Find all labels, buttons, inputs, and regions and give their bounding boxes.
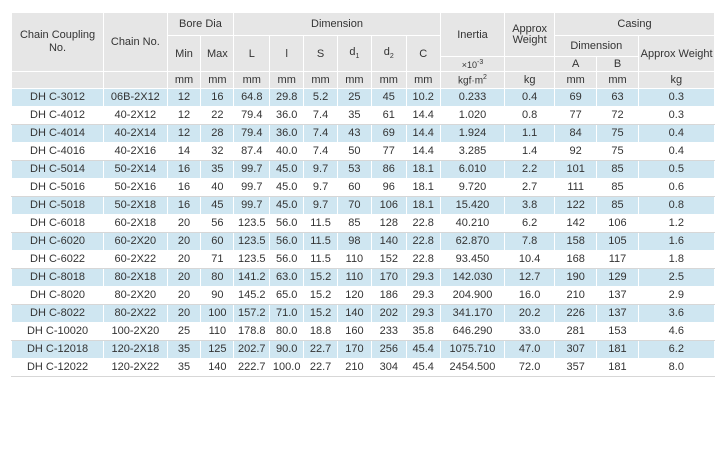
unit-A: mm (555, 72, 597, 89)
cell-dim-L: 64.8 (234, 89, 270, 107)
cell-casing-B: 106 (597, 215, 638, 233)
cell-casing-B: 129 (597, 269, 638, 287)
cell-dim-L: 178.8 (234, 323, 270, 341)
cell-chain-no: 120-2X18 (104, 341, 168, 359)
cell-dim-S: 18.8 (304, 323, 338, 341)
unit-blank-1 (12, 72, 104, 89)
cell-approx-weight: 10.4 (505, 251, 555, 269)
cell-chain-no: 100-2X20 (104, 323, 168, 341)
cell-chain-coupling-no: DH C-5018 (12, 197, 104, 215)
cell-bore-min: 12 (167, 107, 201, 125)
table-row (12, 107, 715, 125)
cell-inertia: 62.870 (440, 233, 505, 251)
header-weight-blank (505, 57, 555, 72)
cell-bore-min: 16 (167, 161, 201, 179)
cell-casing-weight: 2.5 (638, 269, 714, 287)
cell-chain-no: 80-2X22 (104, 305, 168, 323)
cell-inertia: 1.020 (440, 107, 505, 125)
cell-dim-l: 45.0 (270, 161, 304, 179)
cell-casing-weight: 6.2 (638, 341, 714, 359)
cell-chain-no: 40-2X16 (104, 143, 168, 161)
table-row (12, 269, 715, 287)
cell-bore-max: 40 (201, 179, 234, 197)
cell-dim-d1: 60 (337, 179, 371, 197)
cell-dim-d1: 170 (337, 341, 371, 359)
unit-inertia: $kgf\cdot m^2$ (440, 72, 505, 89)
cell-approx-weight: 47.0 (505, 341, 555, 359)
cell-bore-max: 32 (201, 143, 234, 161)
cell-dim-d1: 140 (337, 305, 371, 323)
cell-dim-l: 56.0 (270, 251, 304, 269)
cell-chain-coupling-no: DH C-6018 (12, 215, 104, 233)
cell-casing-B: 85 (597, 161, 638, 179)
table-row (12, 323, 715, 341)
cell-dim-d1: 98 (337, 233, 371, 251)
table-row (12, 179, 715, 197)
header-approx-weight: Approx Weight (505, 13, 555, 57)
header-casing-approx-weight: Approx Weight (638, 36, 714, 72)
header-casing-dimension: Dimension (555, 36, 639, 57)
cell-dim-d2: 45 (371, 89, 406, 107)
header-d1: $d_1$ (337, 36, 371, 72)
cell-chain-coupling-no: DH C-8020 (12, 287, 104, 305)
cell-chain-coupling-no: DH C-5014 (12, 161, 104, 179)
cell-chain-no: 60-2X18 (104, 215, 168, 233)
cell-bore-min: 12 (167, 89, 201, 107)
cell-inertia: 40.210 (440, 215, 505, 233)
cell-dim-S: 9.7 (304, 197, 338, 215)
header-chain-coupling-no: Chain Coupling No. (12, 13, 104, 72)
cell-casing-weight: 4.6 (638, 323, 714, 341)
header-chain-no: Chain No. (104, 13, 168, 72)
cell-dim-L: 99.7 (234, 161, 270, 179)
cell-approx-weight: 1.1 (505, 125, 555, 143)
cell-casing-B: 75 (597, 125, 638, 143)
cell-dim-d1: 110 (337, 251, 371, 269)
cell-casing-weight: 3.6 (638, 305, 714, 323)
cell-casing-A: 77 (555, 107, 597, 125)
table-row (12, 305, 715, 323)
cell-bore-max: 22 (201, 107, 234, 125)
cell-casing-B: 63 (597, 89, 638, 107)
cell-dim-L: 123.5 (234, 215, 270, 233)
table-row (12, 215, 715, 233)
cell-approx-weight: 20.2 (505, 305, 555, 323)
cell-dim-l: 45.0 (270, 179, 304, 197)
cell-bore-min: 35 (167, 359, 201, 377)
cell-casing-B: 181 (597, 359, 638, 377)
unit-S: mm (304, 72, 338, 89)
cell-casing-A: 226 (555, 305, 597, 323)
unit-d2: mm (371, 72, 406, 89)
cell-dim-d1: 50 (337, 143, 371, 161)
cell-dim-d2: 69 (371, 125, 406, 143)
cell-inertia: 142.030 (440, 269, 505, 287)
table-row (12, 359, 715, 377)
cell-chain-no: 40-2X12 (104, 107, 168, 125)
cell-dim-S: 5.2 (304, 89, 338, 107)
cell-casing-A: 158 (555, 233, 597, 251)
unit-blank-2 (104, 72, 168, 89)
cell-dim-d2: 233 (371, 323, 406, 341)
cell-dim-S: 15.2 (304, 287, 338, 305)
cell-dim-S: 15.2 (304, 305, 338, 323)
cell-bore-max: 56 (201, 215, 234, 233)
cell-dim-d2: 256 (371, 341, 406, 359)
cell-bore-min: 16 (167, 197, 201, 215)
table-row (12, 341, 715, 359)
cell-approx-weight: 2.2 (505, 161, 555, 179)
cell-inertia: 3.285 (440, 143, 505, 161)
cell-casing-weight: 0.8 (638, 197, 714, 215)
header-B: B (597, 57, 638, 72)
cell-inertia: 341.170 (440, 305, 505, 323)
cell-dim-C: 45.4 (406, 341, 440, 359)
cell-approx-weight: 0.4 (505, 89, 555, 107)
cell-dim-C: 18.1 (406, 197, 440, 215)
header-casing: Casing (555, 13, 715, 36)
cell-approx-weight: 33.0 (505, 323, 555, 341)
unit-weight: kg (505, 72, 555, 89)
cell-dim-d2: 128 (371, 215, 406, 233)
cell-bore-min: 25 (167, 323, 201, 341)
header-min: Min (167, 36, 201, 72)
cell-dim-l: 36.0 (270, 125, 304, 143)
cell-dim-S: 15.2 (304, 269, 338, 287)
cell-dim-C: 18.1 (406, 161, 440, 179)
header-l: l (270, 36, 304, 72)
cell-dim-l: 40.0 (270, 143, 304, 161)
cell-casing-A: 281 (555, 323, 597, 341)
cell-chain-no: 06B-2X12 (104, 89, 168, 107)
cell-chain-coupling-no: DH C-8018 (12, 269, 104, 287)
cell-inertia: 15.420 (440, 197, 505, 215)
cell-casing-A: 307 (555, 341, 597, 359)
header-bore-dia: Bore Dia (167, 13, 234, 36)
unit-B: mm (597, 72, 638, 89)
spec-table-body (12, 89, 715, 377)
cell-chain-coupling-no: DH C-12022 (12, 359, 104, 377)
cell-dim-d1: 70 (337, 197, 371, 215)
cell-dim-L: 202.7 (234, 341, 270, 359)
cell-inertia: 1.924 (440, 125, 505, 143)
cell-casing-A: 357 (555, 359, 597, 377)
cell-dim-S: 7.4 (304, 143, 338, 161)
cell-bore-max: 71 (201, 251, 234, 269)
cell-approx-weight: 72.0 (505, 359, 555, 377)
cell-dim-l: 65.0 (270, 287, 304, 305)
cell-dim-C: 22.8 (406, 251, 440, 269)
cell-bore-min: 14 (167, 143, 201, 161)
cell-casing-A: 190 (555, 269, 597, 287)
cell-chain-no: 50-2X16 (104, 179, 168, 197)
header-inertia-factor: $\times 10^{-3}$ (440, 57, 505, 72)
cell-chain-coupling-no: DH C-6020 (12, 233, 104, 251)
cell-casing-B: 153 (597, 323, 638, 341)
cell-dim-d2: 106 (371, 197, 406, 215)
cell-inertia: 2454.500 (440, 359, 505, 377)
cell-bore-max: 100 (201, 305, 234, 323)
cell-dim-C: 45.4 (406, 359, 440, 377)
cell-dim-L: 157.2 (234, 305, 270, 323)
cell-dim-L: 99.7 (234, 179, 270, 197)
cell-chain-coupling-no: DH C-12018 (12, 341, 104, 359)
cell-dim-C: 18.1 (406, 179, 440, 197)
cell-bore-max: 125 (201, 341, 234, 359)
cell-dim-d2: 96 (371, 179, 406, 197)
cell-dim-l: 29.8 (270, 89, 304, 107)
cell-dim-d2: 61 (371, 107, 406, 125)
cell-approx-weight: 2.7 (505, 179, 555, 197)
cell-dim-l: 71.0 (270, 305, 304, 323)
unit-l: mm (270, 72, 304, 89)
table-row (12, 233, 715, 251)
cell-dim-C: 10.2 (406, 89, 440, 107)
cell-dim-L: 145.2 (234, 287, 270, 305)
cell-casing-weight: 0.6 (638, 179, 714, 197)
cell-dim-d1: 53 (337, 161, 371, 179)
cell-casing-A: 111 (555, 179, 597, 197)
table-row (12, 251, 715, 269)
cell-chain-no: 40-2X14 (104, 125, 168, 143)
cell-dim-C: 14.4 (406, 143, 440, 161)
cell-dim-S: 7.4 (304, 125, 338, 143)
cell-inertia: 204.900 (440, 287, 505, 305)
cell-dim-d1: 120 (337, 287, 371, 305)
cell-dim-S: 9.7 (304, 179, 338, 197)
cell-approx-weight: 6.2 (505, 215, 555, 233)
cell-dim-C: 35.8 (406, 323, 440, 341)
chain-coupling-spec-table (11, 12, 715, 377)
cell-bore-max: 140 (201, 359, 234, 377)
cell-chain-coupling-no: DH C-6022 (12, 251, 104, 269)
cell-casing-weight: 1.2 (638, 215, 714, 233)
cell-approx-weight: 1.4 (505, 143, 555, 161)
cell-inertia: 646.290 (440, 323, 505, 341)
header-inertia: Inertia (440, 13, 505, 57)
header-d2: $d_2$ (371, 36, 406, 72)
cell-casing-weight: 0.4 (638, 143, 714, 161)
unit-max: mm (201, 72, 234, 89)
cell-dim-l: 63.0 (270, 269, 304, 287)
cell-dim-l: 56.0 (270, 215, 304, 233)
cell-dim-d1: 210 (337, 359, 371, 377)
cell-chain-coupling-no: DH C-5016 (12, 179, 104, 197)
cell-bore-min: 20 (167, 251, 201, 269)
cell-dim-d1: 25 (337, 89, 371, 107)
cell-dim-d2: 186 (371, 287, 406, 305)
unit-C: mm (406, 72, 440, 89)
cell-dim-L: 99.7 (234, 197, 270, 215)
cell-dim-L: 123.5 (234, 251, 270, 269)
cell-inertia: 93.450 (440, 251, 505, 269)
cell-dim-d2: 152 (371, 251, 406, 269)
cell-dim-d1: 35 (337, 107, 371, 125)
cell-dim-L: 123.5 (234, 233, 270, 251)
cell-dim-C: 22.8 (406, 215, 440, 233)
cell-dim-d2: 202 (371, 305, 406, 323)
cell-dim-C: 14.4 (406, 107, 440, 125)
cell-inertia: 9.720 (440, 179, 505, 197)
cell-dim-d1: 160 (337, 323, 371, 341)
cell-casing-weight: 0.5 (638, 161, 714, 179)
cell-chain-no: 80-2X18 (104, 269, 168, 287)
cell-chain-no: 60-2X20 (104, 233, 168, 251)
cell-casing-A: 210 (555, 287, 597, 305)
cell-casing-B: 85 (597, 197, 638, 215)
cell-chain-no: 50-2X18 (104, 197, 168, 215)
cell-chain-coupling-no: DH C-3012 (12, 89, 104, 107)
cell-casing-A: 168 (555, 251, 597, 269)
cell-dim-S: 11.5 (304, 215, 338, 233)
cell-casing-B: 85 (597, 179, 638, 197)
cell-bore-max: 60 (201, 233, 234, 251)
header-A: A (555, 57, 597, 72)
cell-bore-max: 35 (201, 161, 234, 179)
cell-dim-C: 29.3 (406, 287, 440, 305)
cell-casing-A: 84 (555, 125, 597, 143)
table-row (12, 161, 715, 179)
header-C: C (406, 36, 440, 72)
cell-dim-S: 22.7 (304, 341, 338, 359)
cell-inertia: 1075.710 (440, 341, 505, 359)
cell-bore-min: 35 (167, 341, 201, 359)
cell-casing-weight: 0.3 (638, 107, 714, 125)
cell-casing-B: 137 (597, 305, 638, 323)
cell-dim-d2: 140 (371, 233, 406, 251)
cell-chain-no: 50-2X14 (104, 161, 168, 179)
cell-casing-A: 101 (555, 161, 597, 179)
cell-bore-max: 28 (201, 125, 234, 143)
unit-casing-weight: kg (638, 72, 714, 89)
cell-dim-l: 100.0 (270, 359, 304, 377)
cell-dim-L: 87.4 (234, 143, 270, 161)
cell-casing-B: 105 (597, 233, 638, 251)
table-row (12, 143, 715, 161)
cell-chain-coupling-no: DH C-10020 (12, 323, 104, 341)
cell-bore-min: 20 (167, 269, 201, 287)
table-row (12, 197, 715, 215)
header-L: L (234, 36, 270, 72)
cell-approx-weight: 16.0 (505, 287, 555, 305)
cell-dim-C: 22.8 (406, 233, 440, 251)
cell-bore-max: 110 (201, 323, 234, 341)
cell-approx-weight: 0.8 (505, 107, 555, 125)
cell-dim-C: 29.3 (406, 305, 440, 323)
cell-dim-l: 45.0 (270, 197, 304, 215)
cell-casing-weight: 2.9 (638, 287, 714, 305)
cell-bore-min: 20 (167, 305, 201, 323)
cell-inertia: 6.010 (440, 161, 505, 179)
cell-approx-weight: 7.8 (505, 233, 555, 251)
cell-dim-C: 14.4 (406, 125, 440, 143)
cell-dim-L: 141.2 (234, 269, 270, 287)
cell-casing-weight: 8.0 (638, 359, 714, 377)
cell-bore-max: 90 (201, 287, 234, 305)
cell-bore-max: 80 (201, 269, 234, 287)
cell-bore-min: 16 (167, 179, 201, 197)
table-row (12, 89, 715, 107)
header-dimension: Dimension (234, 13, 440, 36)
cell-dim-l: 36.0 (270, 107, 304, 125)
cell-dim-L: 79.4 (234, 125, 270, 143)
cell-chain-coupling-no: DH C-4016 (12, 143, 104, 161)
cell-dim-S: 7.4 (304, 107, 338, 125)
cell-chain-no: 120-2X22 (104, 359, 168, 377)
cell-bore-min: 20 (167, 215, 201, 233)
cell-chain-no: 80-2X20 (104, 287, 168, 305)
cell-casing-B: 181 (597, 341, 638, 359)
cell-bore-max: 16 (201, 89, 234, 107)
cell-dim-d2: 304 (371, 359, 406, 377)
cell-casing-A: 69 (555, 89, 597, 107)
cell-chain-no: 60-2X22 (104, 251, 168, 269)
cell-dim-d1: 110 (337, 269, 371, 287)
cell-dim-L: 222.7 (234, 359, 270, 377)
cell-dim-S: 11.5 (304, 233, 338, 251)
cell-dim-l: 90.0 (270, 341, 304, 359)
cell-casing-A: 92 (555, 143, 597, 161)
unit-L: mm (234, 72, 270, 89)
cell-approx-weight: 3.8 (505, 197, 555, 215)
cell-inertia: 0.233 (440, 89, 505, 107)
cell-dim-d2: 77 (371, 143, 406, 161)
cell-chain-coupling-no: DH C-4014 (12, 125, 104, 143)
cell-dim-d2: 86 (371, 161, 406, 179)
cell-casing-weight: 0.4 (638, 125, 714, 143)
cell-dim-S: 22.7 (304, 359, 338, 377)
unit-d1: mm (337, 72, 371, 89)
cell-dim-l: 56.0 (270, 233, 304, 251)
cell-casing-weight: 1.6 (638, 233, 714, 251)
cell-chain-coupling-no: DH C-8022 (12, 305, 104, 323)
cell-dim-C: 29.3 (406, 269, 440, 287)
table-row (12, 125, 715, 143)
cell-bore-min: 20 (167, 233, 201, 251)
cell-casing-B: 72 (597, 107, 638, 125)
cell-dim-S: 9.7 (304, 161, 338, 179)
cell-casing-weight: 0.3 (638, 89, 714, 107)
cell-casing-B: 137 (597, 287, 638, 305)
cell-casing-B: 117 (597, 251, 638, 269)
unit-min: mm (167, 72, 201, 89)
cell-dim-l: 80.0 (270, 323, 304, 341)
cell-bore-max: 45 (201, 197, 234, 215)
cell-casing-weight: 1.8 (638, 251, 714, 269)
cell-dim-S: 11.5 (304, 251, 338, 269)
cell-approx-weight: 12.7 (505, 269, 555, 287)
header-max: Max (201, 36, 234, 72)
cell-bore-min: 12 (167, 125, 201, 143)
cell-dim-d1: 43 (337, 125, 371, 143)
cell-casing-A: 122 (555, 197, 597, 215)
cell-casing-B: 75 (597, 143, 638, 161)
table-row (12, 287, 715, 305)
cell-bore-min: 20 (167, 287, 201, 305)
cell-dim-L: 79.4 (234, 107, 270, 125)
cell-chain-coupling-no: DH C-4012 (12, 107, 104, 125)
cell-dim-d1: 85 (337, 215, 371, 233)
cell-casing-A: 142 (555, 215, 597, 233)
cell-dim-d2: 170 (371, 269, 406, 287)
header-S: S (304, 36, 338, 72)
